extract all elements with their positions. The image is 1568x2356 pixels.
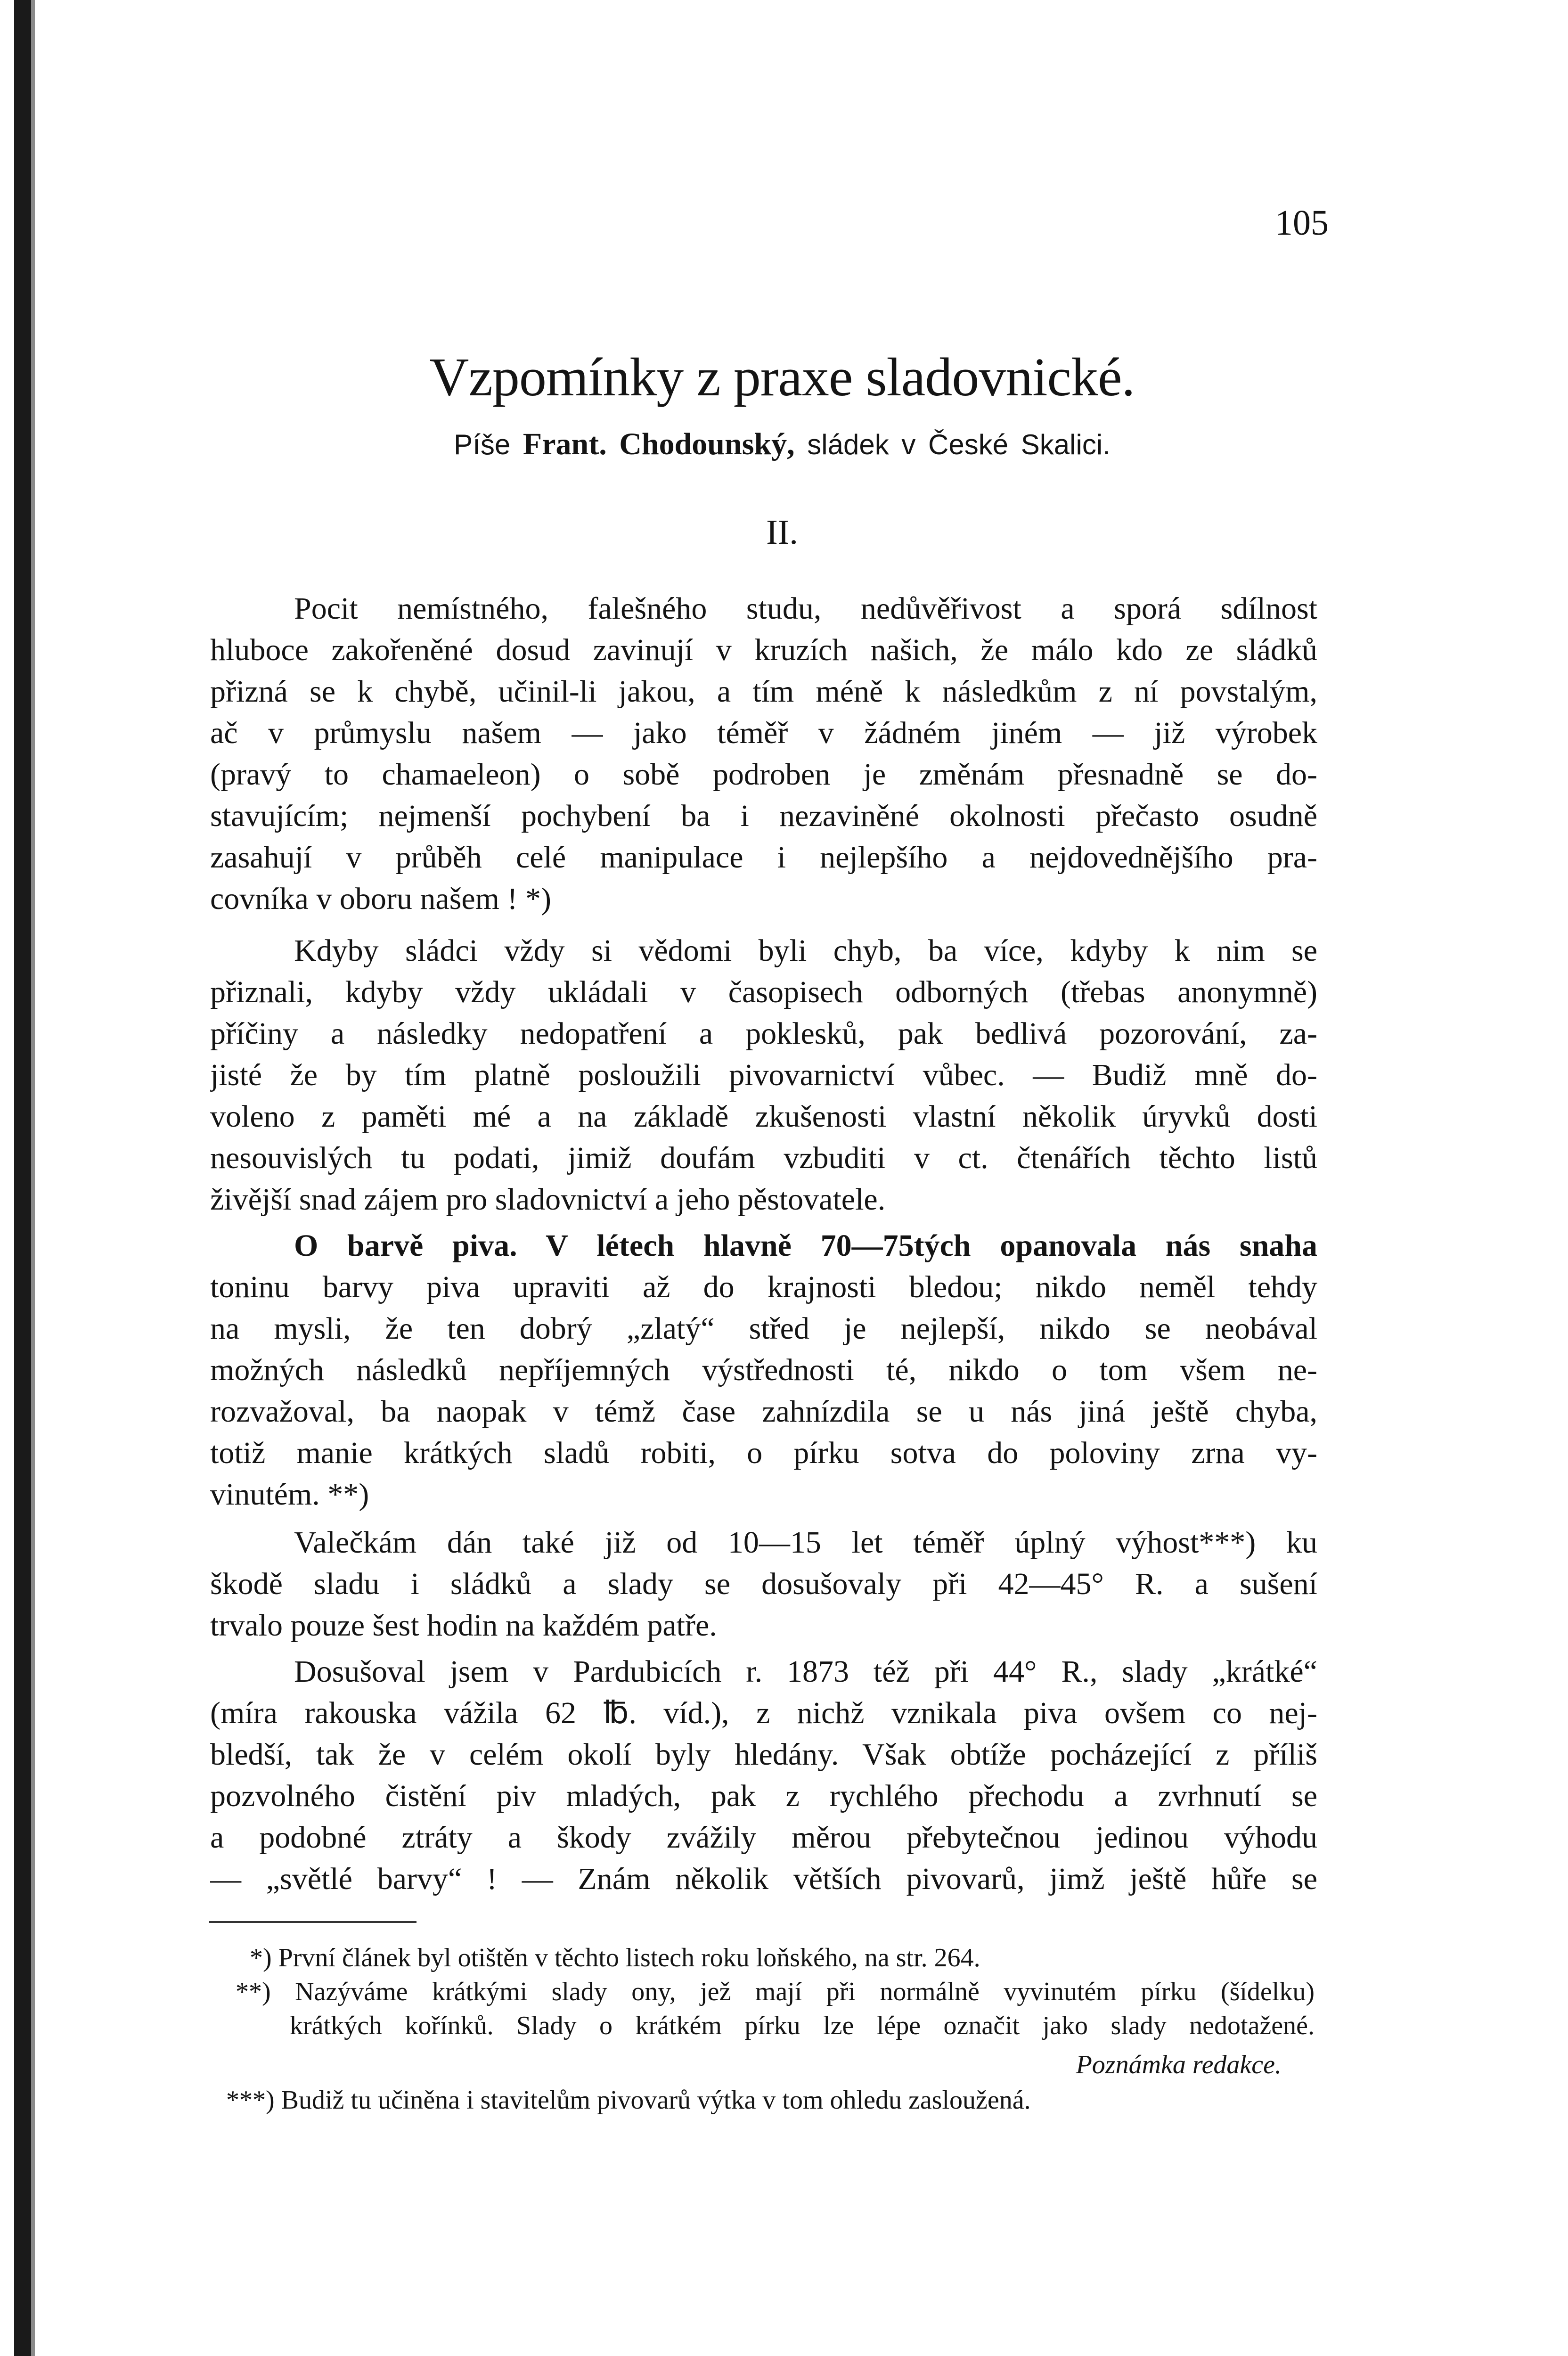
body-line: — „světlé barvy“ ! — Znám několik větších pivovarů, jimž ještě hůře se <box>210 1862 1317 1896</box>
body-line: jisté že by tím platně posloužili pivovarnictví vůbec. — Budiž mně do- <box>210 1058 1317 1092</box>
body-line: Kdyby sládci vždy si vědomi byli chyb, ba více, kdyby k nim se <box>294 933 1317 968</box>
body-line: Dosušoval jsem v Pardubicích r. 1873 též při 44° R., slady „krátké“ <box>294 1654 1317 1689</box>
body-line: vinutém. **) <box>210 1477 369 1512</box>
body-line: škodě sladu i sládků a slady se dosušovaly při 42—45° R. a sušení <box>210 1567 1317 1601</box>
body-line: zasahují v průběh celé manipulace i nejlepšího a nejdovednějšího pra- <box>210 840 1317 875</box>
body-line: přizná se k chybě, učinil-li jakou, a tím méně k následkům z ní povstalým, <box>210 674 1317 709</box>
body-line: příčiny a následky nedopatření a poklesků, pak bedlivá pozorování, za- <box>210 1016 1317 1051</box>
scan-edge-shadow <box>14 0 31 2356</box>
byline-prefix: Píše <box>454 429 511 460</box>
body-line: Valečkám dán také již od 10—15 let téměř úplný výhost***) ku <box>294 1525 1317 1560</box>
body-line-section-heading: O barvě piva. V létech hlavně 70—75tých opanovala nás snaha <box>294 1228 1317 1263</box>
footnote-2-line-1: **) Nazýváme krátkými slady ony, jež mají při normálně vyvinutém pírku (šídelku) <box>236 1977 1315 2006</box>
byline-suffix: sládek v České Skalici. <box>807 429 1111 460</box>
article-title: Vzpomínky z praxe sladovnické. <box>429 347 1135 408</box>
footnote-divider <box>209 1921 416 1923</box>
byline-author: Frant. Chodounský, <box>523 427 795 461</box>
body-line: nesouvislých tu podati, jimiž doufám vzbuditi v ct. čtenářích těchto listů <box>210 1141 1317 1175</box>
body-line: totiž manie krátkých sladů robiti, o pírku sotva do poloviny zrna vy- <box>210 1436 1317 1470</box>
body-line: Pocit nemístného, falešného studu, nedůvěřivost a sporá sdílnost <box>294 591 1317 626</box>
footnote-2-signature: Poznámka redakce. <box>1076 2050 1282 2079</box>
body-line: možných následků nepříjemných výstřednosti té, nikdo o tom všem ne- <box>210 1353 1317 1387</box>
byline <box>212 426 1352 462</box>
body-line: pozvolného čistění piv mladých, pak z rychlého přechodu a zvrhnutí se <box>210 1779 1317 1813</box>
scan-edge-gutter <box>31 0 35 2356</box>
body-line: hluboce zakořeněné dosud zavinují v kruzích našich, že málo kdo ze sládků <box>210 633 1317 667</box>
body-line: rozvažoval, ba naopak v témž čase zahnízdila se u nás jiná ještě chyba, <box>210 1394 1317 1429</box>
body-line: voleno z paměti mé a na základě zkušenosti vlastní několik úryvků dosti <box>210 1099 1317 1134</box>
body-line: bledší, tak že v celém okolí byly hledány. Však obtíže pocházející z příliš <box>210 1737 1317 1772</box>
body-line: a podobné ztráty a škody zvážily měrou přebytečnou jedinou výhodu <box>210 1820 1317 1855</box>
body-line: (míra rakouska vážila 62 ℔. víd.), z nichž vznikala piva ovšem co nej- <box>210 1696 1317 1730</box>
body-line: na mysli, že ten dobrý „zlatý“ střed je nejlepší, nikdo se neobával <box>210 1311 1317 1346</box>
body-line: živější snad zájem pro sladovnictví a jeho pěstovatele. <box>210 1182 886 1217</box>
body-line: trvalo pouze šest hodin na každém patře. <box>210 1608 717 1643</box>
page-number: 105 <box>1275 203 1329 243</box>
footnote-2-line-2: krátkých kořínků. Slady o krátkém pírku lze lépe označit jako slady nedotažené. <box>290 2011 1315 2040</box>
body-line: ač v průmyslu našem — jako téměř v žádném jiném — již výrobek <box>210 716 1317 750</box>
body-line: stavujícím; nejmenší pochybení ba i nezaviněné okolnosti přečasto osudně <box>210 799 1317 833</box>
body-line: toninu barvy piva upraviti až do krajnosti bledou; nikdo neměl tehdy <box>210 1270 1317 1304</box>
section-number: II. <box>766 513 798 552</box>
footnote-3: ***) Budiž tu učiněna i stavitelům pivovarů výtka v tom ohledu zasloužená. <box>226 2086 1031 2115</box>
body-line: přiznali, kdyby vždy ukládali v časopisech odborných (třebas anonymně) <box>210 975 1317 1009</box>
footnote-1: *) První článek byl otištěn v těchto listech roku loňského, na str. 264. <box>250 1943 980 1972</box>
body-line: (pravý to chamaeleon) o sobě podroben je změnám přesnadně se do- <box>210 757 1317 792</box>
body-line: covníka v oboru našem ! *) <box>210 882 551 916</box>
